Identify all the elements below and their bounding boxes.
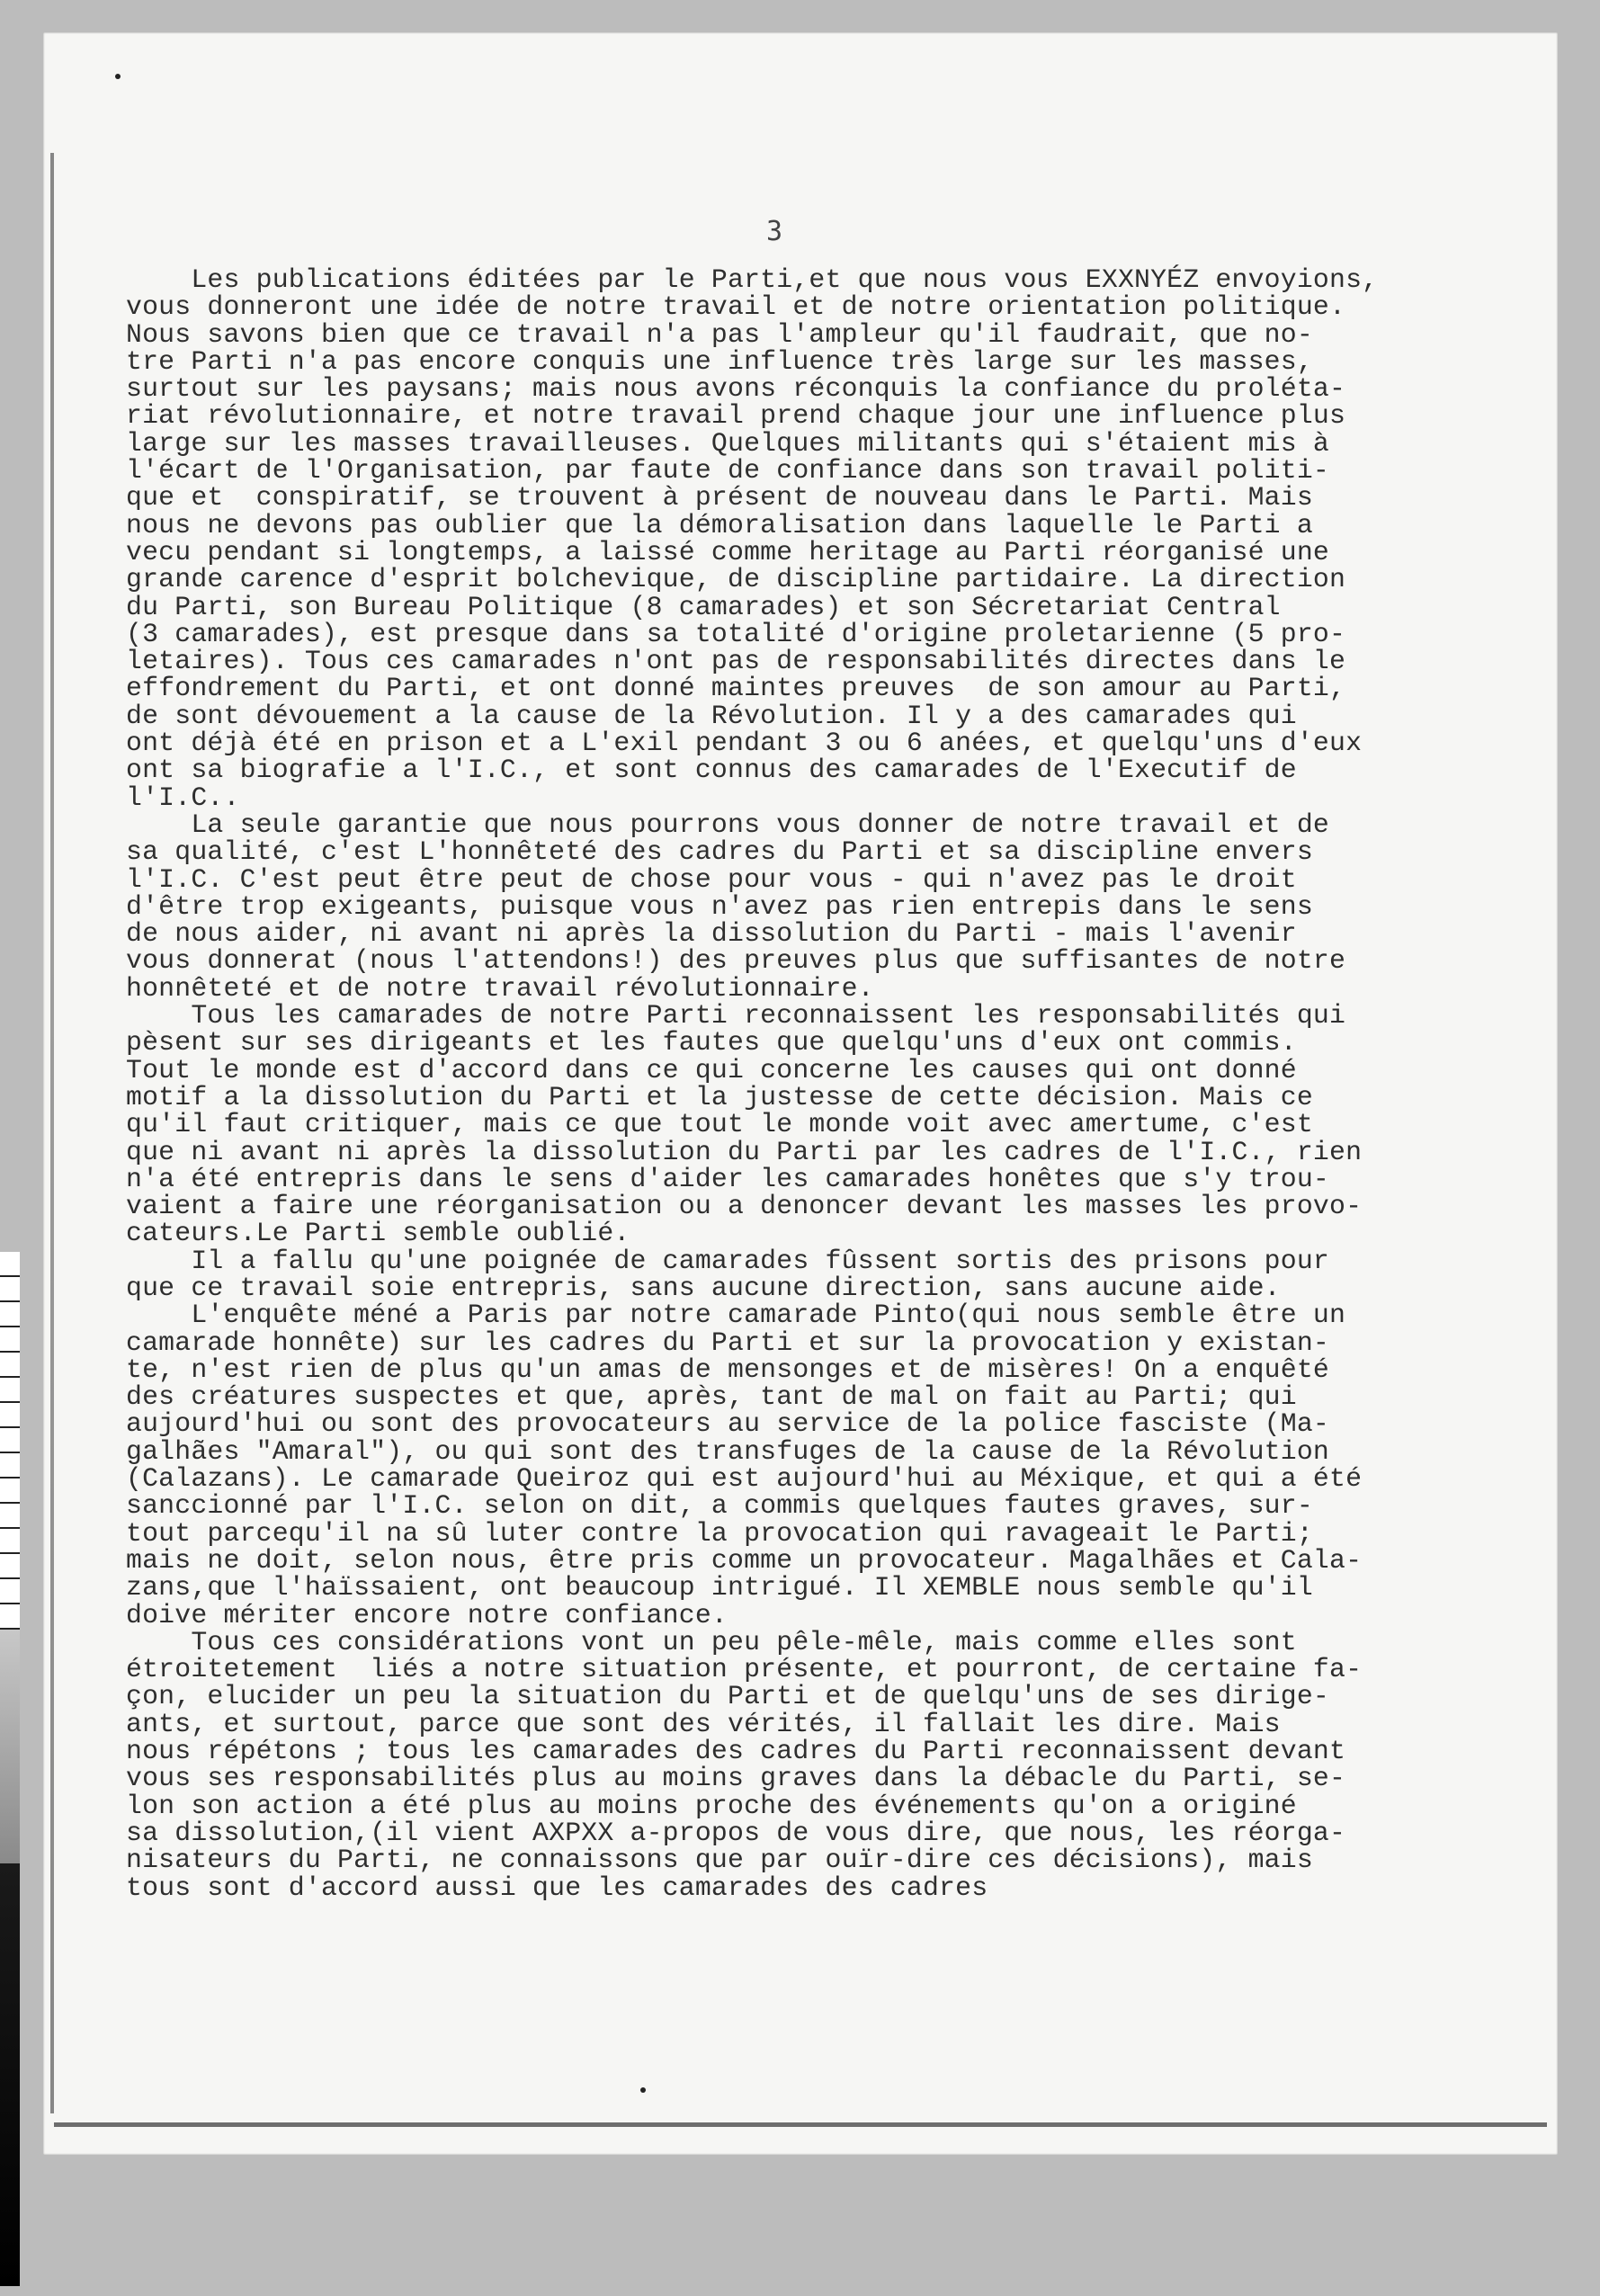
text-line: ont déjà été en prison et a L'exil pendant 3 ou 6 anées, et quelqu'uns d'eux xyxy=(126,728,1363,759)
text-line: que ce travail soie entrepris, sans aucune direction, sans aucune aide. xyxy=(126,1272,1281,1303)
gray-patch xyxy=(0,1630,20,1863)
text-line: tout parcequ'il na sû luter contre la provocation qui ravageait le Parti; xyxy=(126,1517,1313,1549)
text-line: doive mériter encore notre confiance. xyxy=(126,1599,728,1630)
text-line: tre Parti n'a pas encore conquis une influence très large sur les masses, xyxy=(126,345,1313,377)
text-line: vous donneront une idée de notre travail et de notre orientation politique. xyxy=(126,291,1346,323)
text-line: zans,que l'haïssaient, ont beaucoup intrigué. Il XEMBLE nous semble qu'il xyxy=(126,1572,1313,1604)
page-left-edge xyxy=(50,153,54,2113)
text-line: camarade honnête) sur les cadres du Parti et sur la provocation y existan- xyxy=(126,1327,1329,1358)
text-line: que et conspiratif, se trouvent à présent de nouveau dans le Parti. Mais xyxy=(126,482,1313,514)
text-line: l'écart de l'Organisation, par faute de confiance dans son travail politi- xyxy=(126,455,1329,487)
text-line: nous ne devons pas oublier que la démoralisation dans laquelle le Parti a xyxy=(126,509,1313,540)
text-line: mais ne doit, selon nous, être pris comme un provocateur. Magalhães et Cala- xyxy=(126,1544,1363,1576)
text-line: l'I.C. C'est peut être peut de chose pour vous - qui n'avez pas le droit xyxy=(126,863,1297,895)
text-line: Il a fallu qu'une poignée de camarades fûssent sortis des prisons pour xyxy=(126,1245,1329,1276)
text-line: sanccionné par l'I.C. selon on dit, a commis quelques fautes graves, sur- xyxy=(126,1490,1313,1522)
text-line: sa qualité, c'est L'honnêteté des cadres du Parti et sa discipline envers xyxy=(126,836,1313,868)
page-number: 3 xyxy=(766,216,783,247)
text-line: que ni avant ni après la dissolution du Parti par les cadres de l'I.C., rien xyxy=(126,1136,1363,1167)
text-line: lon son action a été plus au moins proche des événements qu'on a originé xyxy=(126,1790,1297,1821)
black-patch xyxy=(0,1863,20,2286)
text-line: surtout sur les paysans; mais nous avons réconquis la confiance du proléta- xyxy=(126,373,1346,405)
text-line: aujourd'hui ou sont des provocateurs au service de la police fasciste (Ma- xyxy=(126,1408,1329,1440)
text-line: de sont dévouement a la cause de la Révolution. Il y a des camarades qui xyxy=(126,700,1297,731)
text-line: effondrement du Parti, et ont donné maintes preuves de son amour au Parti, xyxy=(126,673,1346,704)
text-line: nisateurs du Parti, ne connaissons que par ouïr-dire ces décisions), mais xyxy=(126,1845,1313,1876)
text-line: letaires). Tous ces camarades n'ont pas de responsabilités directes dans le xyxy=(126,646,1346,677)
text-line: du Parti, son Bureau Politique (8 camarades) et son Sécretariat Central xyxy=(126,591,1281,622)
text-line: Tous les camarades de notre Parti reconnaissent les responsabilités qui xyxy=(126,1000,1346,1032)
text-line: (3 camarades), est presque dans sa totalité d'origine proletarienne (5 pro- xyxy=(126,618,1346,649)
page-bottom-edge xyxy=(54,2122,1547,2127)
text-line: grande carence d'esprit bolchevique, de discipline partidaire. La direction xyxy=(126,564,1346,595)
text-line: çon, elucider un peu la situation du Parti et de quelqu'uns de ses dirige- xyxy=(126,1681,1329,1712)
text-line: motif a la dissolution du Parti et la justesse de cette décision. Mais ce xyxy=(126,1081,1313,1112)
text-line: tous sont d'accord aussi que les camarades des cadres xyxy=(126,1872,988,1903)
text-line: d'être trop exigeants, puisque vous n'avez pas rien entrepis dans le sens xyxy=(126,890,1313,922)
text-line: cateurs.Le Parti semble oublié. xyxy=(126,1218,630,1249)
text-line: La seule garantie que nous pourrons vous donner de notre travail et de xyxy=(126,809,1329,840)
text-line: étroitetement liés a notre situation présente, et pourront, de certaine fa- xyxy=(126,1654,1363,1685)
text-line: des créatures suspectes et que, après, tant de mal on fait au Parti; qui xyxy=(126,1381,1297,1413)
speck xyxy=(115,74,121,79)
typewritten-letter-body xyxy=(126,266,1502,1901)
text-line: qu'il faut critiquer, mais ce que tout le monde voit avec amertume, c'est xyxy=(126,1109,1313,1140)
text-line: ants, et surtout, parce que sont des vérités, il fallait les dire. Mais xyxy=(126,1708,1281,1739)
text-line: Les publications éditées par le Parti,et que nous vous EXXNYÉZ envoyions, xyxy=(126,264,1379,295)
text-line: pèsent sur ses dirigeants et les fautes que quelqu'uns d'eux ont commis. xyxy=(126,1027,1297,1059)
text-line: vecu pendant si longtemps, a laissé comme heritage au Parti réorganisé une xyxy=(126,536,1329,567)
speck xyxy=(640,2087,646,2093)
text-line: Tous ces considérations vont un peu pêle-mêle, mais comme elles sont xyxy=(126,1626,1297,1657)
text-line: l'I.C.. xyxy=(126,782,240,813)
text-line: vous donnerat (nous l'attendons!) des preuves plus que suffisantes de notre xyxy=(126,945,1346,977)
text-line: L'enquête méné a Paris par notre camarade Pinto(qui nous semble être un xyxy=(126,1300,1346,1331)
scale-ruler xyxy=(0,1252,20,1630)
text-line: galhães "Amaral"), ou qui sont des transfuges de la cause de la Révolution xyxy=(126,1435,1329,1467)
text-line: sa dissolution,(il vient AXPXX a-propos de vous dire, que nous, les réorga- xyxy=(126,1817,1346,1848)
text-line: large sur les masses travailleuses. Quelques militants qui s'étaient mis à xyxy=(126,427,1329,459)
text-line: de nous aider, ni avant ni après la dissolution du Parti - mais l'avenir xyxy=(126,918,1297,950)
text-line: riat révolutionnaire, et notre travail prend chaque jour une influence plus xyxy=(126,400,1346,432)
text-line: Nous savons bien que ce travail n'a pas l'ampleur qu'il faudrait, que no- xyxy=(126,318,1313,350)
text-line: nous répétons ; tous les camarades des cadres du Parti reconnaissent devant xyxy=(126,1736,1346,1767)
text-line: vaient a faire une réorganisation ou a denoncer devant les masses les provo- xyxy=(126,1191,1363,1222)
text-line: vous ses responsabilités plus au moins graves dans la débacle du Parti, se- xyxy=(126,1763,1346,1794)
text-line: te, n'est rien de plus qu'un amas de mensonges et de misères! On a enquêté xyxy=(126,1353,1329,1385)
text-line: ont sa biografie a l'I.C., et sont connus des camarades de l'Executif de xyxy=(126,755,1297,786)
text-line: honnêteté et de notre travail révolutionnaire. xyxy=(126,972,874,1004)
text-line: Tout le monde est d'accord dans ce qui concerne les causes qui ont donné xyxy=(126,1054,1297,1085)
text-line: (Calazans). Le camarade Queiroz qui est aujourd'hui au Méxique, et qui a été xyxy=(126,1463,1363,1495)
text-line: n'a été entrepris dans le sens d'aider les camarades honêtes que s'y trou- xyxy=(126,1163,1329,1194)
